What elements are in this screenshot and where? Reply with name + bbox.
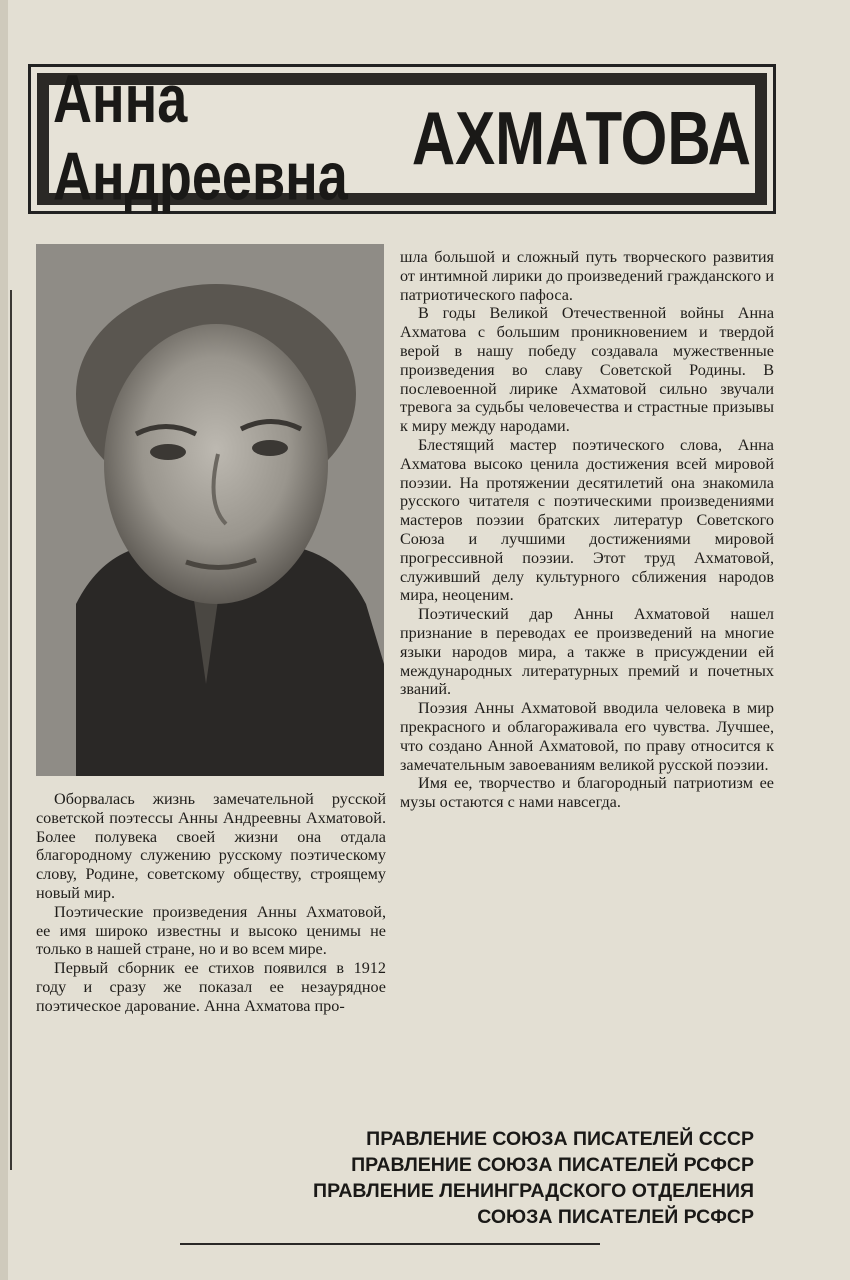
article-continuation: шла большой и сложный путь творческого развития от интимной лирики до произведений гражданского и патриотического пафоса. [400,248,774,304]
column-rule [10,290,12,1170]
portrait-icon [36,244,384,776]
article-left-column [36,790,386,1016]
portrait-photo [36,244,384,776]
signature-line: ПРАВЛЕНИЕ ЛЕНИНГРАДСКОГО ОТДЕЛЕНИЯ [313,1180,754,1202]
bottom-divider [180,1243,600,1245]
headline-frame [28,61,776,215]
article-paragraph: Блестящий мастер поэтического слова, Анна Ахматова высоко ценила достижения всей мировой поэзии. На протяжении десятилетий она знакомила русского читателя с поэтическими произведениями мастеров поэзии братских литератур Советского Союза и лучшими достижениями мировой прогрессивной поэзии. Этот труд Ахматовой, служивший делу культурного сближения народов мира, неоценим. [400,435,774,605]
article-paragraph: Поэзия Анны Ахматовой вводила человека в мир прекрасного и облагораживала его чувства. Лучшее, что создано Анной Ахматовой, по праву относится к замечательным завоеваниям великой русской поэзии. [400,699,774,774]
signature-line: ПРАВЛЕНИЕ СОЮЗА ПИСАТЕЛЕЙ СССР [366,1128,754,1150]
article-paragraph: В годы Великой Отечественной войны Анна Ахматова с большим проникновением и твердой верой в нашу победу создавала мужественные произведения во славу Советской Родины. В послевоенной лирике Ахматовой сильно звучали тревога за судьбы человечества и страстные призывы к миру между народами. [400,304,774,436]
headline-surname: АХМАТОВА [411,96,751,180]
signature-line: СОЮЗА ПИСАТЕЛЕЙ РСФСР [477,1206,754,1228]
signatures [180,1126,754,1230]
article-paragraph: Поэтический дар Анны Ахматовой нашел признание в переводах ее произведений на многие языки народов мира, а также в присуждении ей международных литературных премий и почетных званий. [400,605,774,699]
article-paragraph: Первый сборник ее стихов появился в 1912 году и сразу же показал ее незаурядное поэтическое дарование. Анна Ахматова про- [36,959,386,1015]
article-right-column [400,248,774,812]
article-paragraph: Поэтические произведения Анны Ахматовой, ее имя широко известны и высоко ценимы не только в нашей стране, но и во всем мире. [36,902,386,959]
paper-edge [0,0,8,1280]
article-paragraph: Имя ее, творчество и благородный патриотизм ее музы остаются с нами навсегда. [400,774,774,812]
article-paragraph: Оборвалась жизнь замечательной русской советской поэтессы Анны Андреевны Ахматовой. Более полувека своей жизни она отдала благородному служению русскому поэтическому слову, Родине, советскому обществу, строящему новый мир. [36,790,386,902]
headline-first-names: Анна Андреевна [53,61,348,215]
headline [53,61,751,215]
signature-line: ПРАВЛЕНИЕ СОЮЗА ПИСАТЕЛЕЙ РСФСР [351,1154,754,1176]
